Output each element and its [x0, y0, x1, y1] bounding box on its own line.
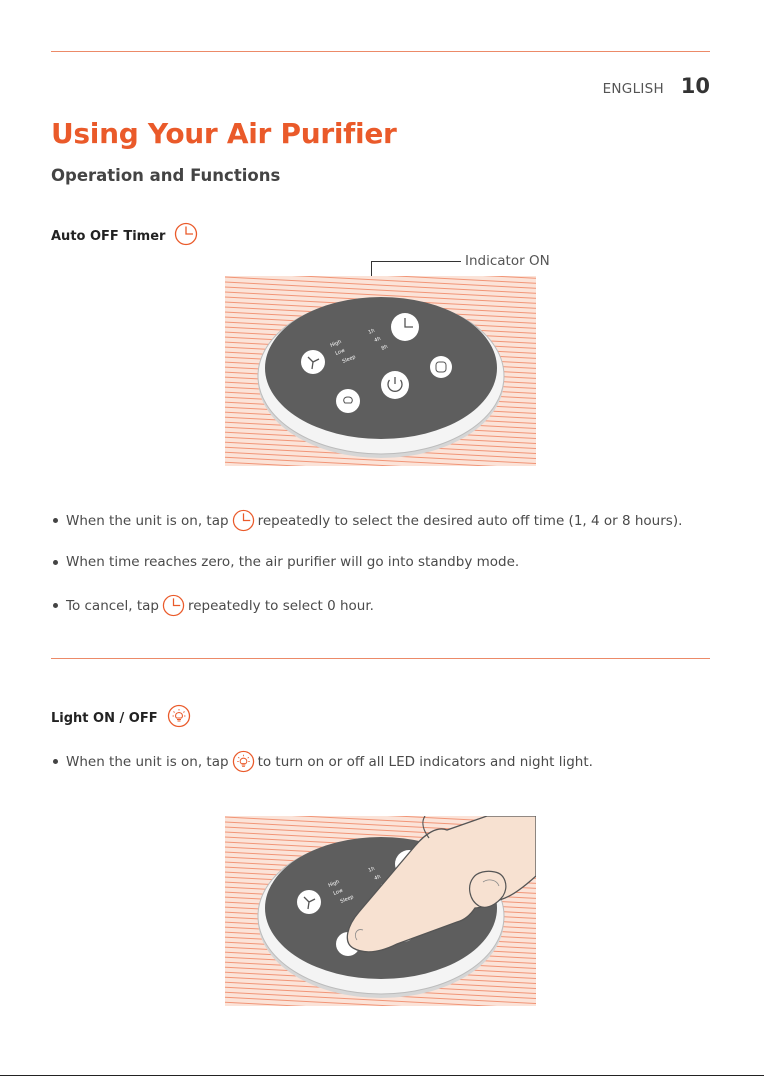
bullet-dot: [53, 518, 58, 523]
bullet-dot: [53, 603, 58, 608]
bullet-dot: [53, 560, 58, 565]
svg-text:4h: 4h: [373, 873, 382, 882]
svg-text:Sleep: Sleep: [339, 894, 355, 905]
svg-text:Low: Low: [334, 347, 346, 357]
page-number: 10: [680, 74, 710, 98]
light-bullet-1: [53, 750, 593, 773]
svg-text:High: High: [329, 338, 343, 349]
bullet-dot: [53, 759, 58, 764]
bulb-icon: [167, 704, 191, 728]
bulb-icon: [336, 389, 360, 413]
timer-bullet-1: [53, 509, 682, 532]
svg-text:High: High: [327, 878, 341, 889]
top-rule: [51, 51, 710, 52]
callout-line: [371, 261, 461, 262]
timer-bullet-2: [53, 554, 519, 570]
bullet-text: When the unit is on, tap: [66, 753, 229, 770]
footer-rule: [0, 1075, 764, 1076]
bullet-text: repeatedly to select 0 hour.: [187, 597, 374, 614]
timer-bullet-3: [53, 594, 374, 617]
svg-text:Low: Low: [332, 887, 344, 897]
control-panel-illustration: [225, 276, 536, 466]
svg-text:1h: 1h: [367, 327, 376, 336]
bulb-icon: [232, 750, 255, 773]
light-section-label: Light ON / OFF: [51, 711, 158, 726]
bullet-text: To cancel, tap: [66, 597, 159, 614]
filter-icon: [430, 356, 452, 378]
language-label: ENGLISH: [602, 81, 664, 97]
svg-text:8h: 8h: [380, 343, 389, 352]
bullet-text: When time reaches zero, the air purifier will go into standby mode.: [66, 554, 520, 570]
indicator-callout: Indicator ON: [465, 253, 550, 269]
page-title: Using Your Air Purifier: [51, 117, 397, 150]
svg-text:4h: 4h: [373, 335, 382, 344]
svg-text:1h: 1h: [367, 865, 376, 874]
bullet-text: When the unit is on, tap: [66, 512, 229, 529]
section-rule: [51, 658, 710, 659]
power-icon: [381, 371, 409, 399]
clock-icon: [174, 222, 198, 246]
clock-icon: [162, 594, 185, 617]
bullet-text: to turn on or off all LED indicators and night light.: [257, 753, 593, 770]
bullet-text: repeatedly to select the desired auto off time (1, 4 or 8 hours).: [257, 512, 683, 529]
light-press-illustration: [225, 816, 536, 1006]
clock-icon: [232, 509, 255, 532]
section-subtitle: Operation and Functions: [51, 166, 281, 185]
timer-section-label: Auto OFF Timer: [51, 229, 166, 244]
svg-text:Sleep: Sleep: [341, 354, 357, 365]
